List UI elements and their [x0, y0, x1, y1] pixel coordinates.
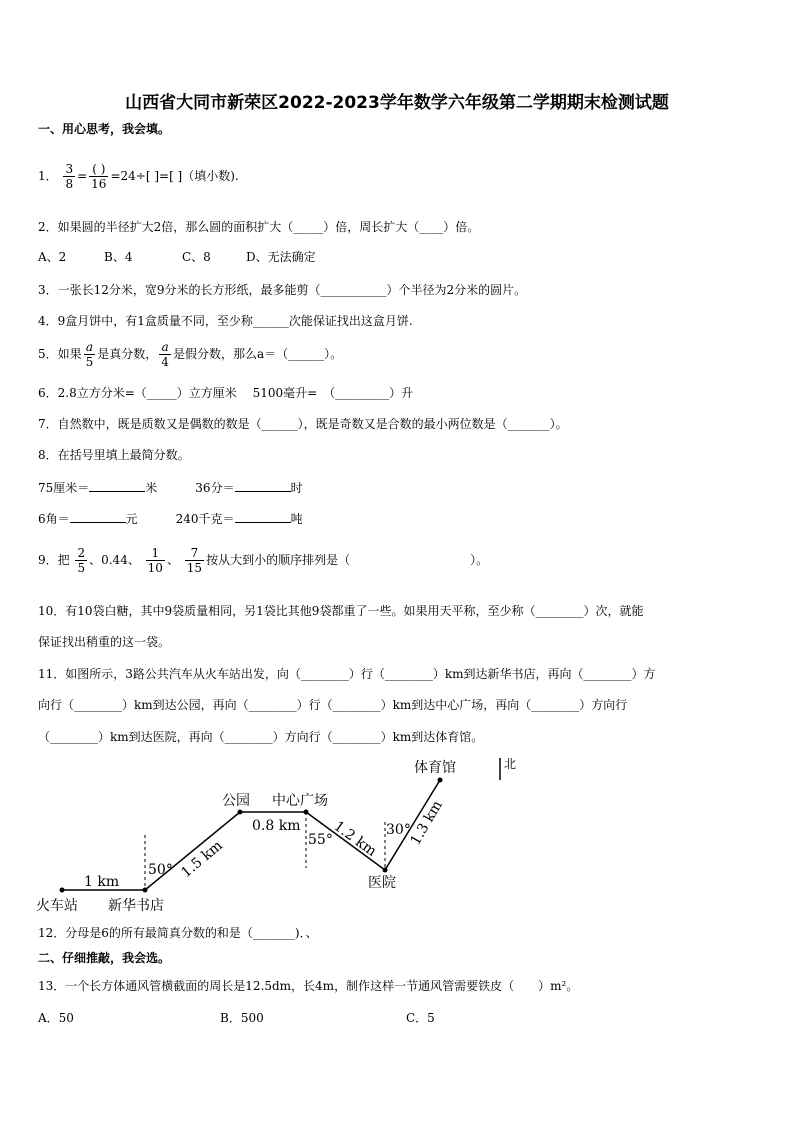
- label-angle-3: 30°: [386, 822, 411, 838]
- point-station: [60, 888, 65, 893]
- point-plaza: [304, 810, 309, 815]
- fraction-a-5: $\frac{a}{5}$: [85, 340, 94, 369]
- label-station: 火车站: [36, 898, 78, 914]
- row1-unit-b: 时: [290, 481, 303, 495]
- option-d: D、无法确定: [246, 250, 316, 264]
- question-10-line-1: 10．有10袋白糖，其中9袋质量相同，另1袋比其他9袋都重了一些。如果用天平称，至少称（________）次，就能: [38, 604, 644, 618]
- answer-blank[interactable]: [70, 510, 126, 523]
- label-park: 公园: [222, 793, 250, 809]
- question-4: 4．9盒月饼中，有1盒质量不同，至少称______次能保证找出这盒月饼.: [38, 314, 413, 328]
- question-5-lead: 5．如果: [38, 347, 82, 361]
- question-8-row-2: [38, 510, 303, 527]
- fraction-1-10: $\frac{1}{10}$: [147, 546, 163, 575]
- section-heading-2: 二、仔细推敲，我会选。: [38, 951, 171, 965]
- question-number: 1．: [38, 169, 58, 183]
- label-distance-2: 1.5 km: [178, 837, 226, 882]
- question-1-tail: =24÷[ ]=[ ]（填小数).: [110, 169, 239, 183]
- option-b: B．500: [220, 1011, 264, 1025]
- option-c: C．5: [406, 1011, 435, 1025]
- question-8: 8．在括号里填上最简分数。: [38, 448, 190, 462]
- row2-unit-b: 吨: [290, 512, 303, 526]
- row2-label-b: 240千克＝: [175, 512, 235, 526]
- label-north: 北: [504, 757, 517, 771]
- question-11-line-3: （________）km到达医院，再向（________）方向行（________）km到达体育馆。: [38, 730, 484, 744]
- row2-unit-a: 元: [125, 512, 138, 526]
- route-map: [0, 750, 794, 920]
- option-c: C、8: [182, 250, 211, 264]
- point-gym: [438, 778, 443, 783]
- question-1: [38, 162, 239, 191]
- option-b: B、4: [104, 250, 133, 264]
- page-title: 山西省大同市新荣区2022-2023学年数学六年级第二学期期末检测试题: [125, 93, 669, 113]
- question-5: [38, 340, 342, 369]
- question-8-row-1: [38, 479, 303, 496]
- question-11-line-1: 11．如图所示，3路公共汽车从火车站出发，向（________）行（________）km到达新华书店，再向（________）方: [38, 667, 656, 681]
- label-hospital: 医院: [368, 875, 396, 891]
- question-13-options: [38, 1010, 435, 1026]
- label-bookstore: 新华书店: [108, 898, 164, 914]
- fraction-blank-16: $\frac{( )}{16}$: [91, 162, 107, 191]
- label-gym: 体育馆: [414, 760, 456, 776]
- question-5-tail: 是假分数，那么a＝（______）。: [172, 347, 343, 361]
- label-distance-3: 0.8 km: [252, 818, 301, 834]
- question-5-mid: 是真分数，: [97, 347, 158, 361]
- answer-blank[interactable]: [235, 510, 291, 523]
- question-9-lead: 9．把: [38, 553, 70, 567]
- row1-label-a: 75厘米＝: [38, 481, 90, 495]
- row1-unit-a: 米: [145, 481, 158, 495]
- question-2: 2．如果圆的半径扩大2倍，那么圆的面积扩大（_____）倍，周长扩大（____）倍。: [38, 220, 480, 234]
- label-distance-4: 1.2 km: [330, 818, 380, 860]
- label-angle-1: 50°: [148, 862, 173, 878]
- question-7: 7．自然数中，既是质数又是偶数的数是（______），既是奇数又是合数的最小两位数是（_______）。: [38, 417, 568, 431]
- equals-sign: =: [77, 169, 88, 183]
- answer-blank[interactable]: [235, 479, 291, 492]
- answer-blank[interactable]: [89, 479, 145, 492]
- fraction-7-15: $\frac{7}{15}$: [186, 546, 203, 575]
- row2-label-a: 6角＝: [38, 512, 70, 526]
- fraction-3-8: $\frac{3}{8}$: [65, 162, 74, 191]
- question-6: 6．2.8立方分米=（_____）立方厘米 5100毫升= （_________）升: [38, 386, 414, 400]
- question-9: [38, 546, 488, 575]
- fraction-a-4: $\frac{a}{4}$: [161, 340, 169, 369]
- label-angle-2: 55°: [308, 832, 333, 848]
- row1-label-b: 36分＝: [195, 481, 235, 495]
- question-9-tail: ）。: [470, 553, 489, 567]
- question-11-line-2: 向行（________）km到达公园，再向（________）行（________）km到达中心广场，再向（________）方向行: [38, 698, 628, 712]
- question-9-mid: 、0.44、: [89, 553, 140, 567]
- question-12: 12．分母是6的所有最简真分数的和是（_______)．、: [38, 926, 318, 940]
- fraction-2-5: $\frac{2}{5}$: [77, 546, 86, 575]
- section-heading-1: 一、用心思考，我会填。: [38, 122, 171, 136]
- point-bookstore: [143, 888, 148, 893]
- point-park: [238, 810, 243, 815]
- question-13: 13．一个长方体通风管横截面的周长是12.5dm，长4m，制作这样一节通风管需要铁皮（ ）m²。: [38, 979, 579, 993]
- question-3: 3．一张长12分米，宽9分米的长方形纸，最多能剪（___________）个半径为2分米的圆片。: [38, 283, 527, 297]
- question-9-prompt: 按从大到小的顺序排列是（: [206, 553, 351, 567]
- question-2-options: [38, 249, 316, 265]
- question-9-sep: 、: [166, 553, 179, 567]
- label-distance-5: 1.3 km: [407, 798, 446, 848]
- label-plaza: 中心广场: [272, 793, 328, 809]
- question-10-line-2: 保证找出稍重的这一袋。: [38, 635, 171, 649]
- point-hospital: [383, 868, 388, 873]
- option-a: A、2: [38, 250, 67, 264]
- label-distance-1: 1 km: [84, 874, 120, 890]
- option-a: A．50: [38, 1011, 74, 1025]
